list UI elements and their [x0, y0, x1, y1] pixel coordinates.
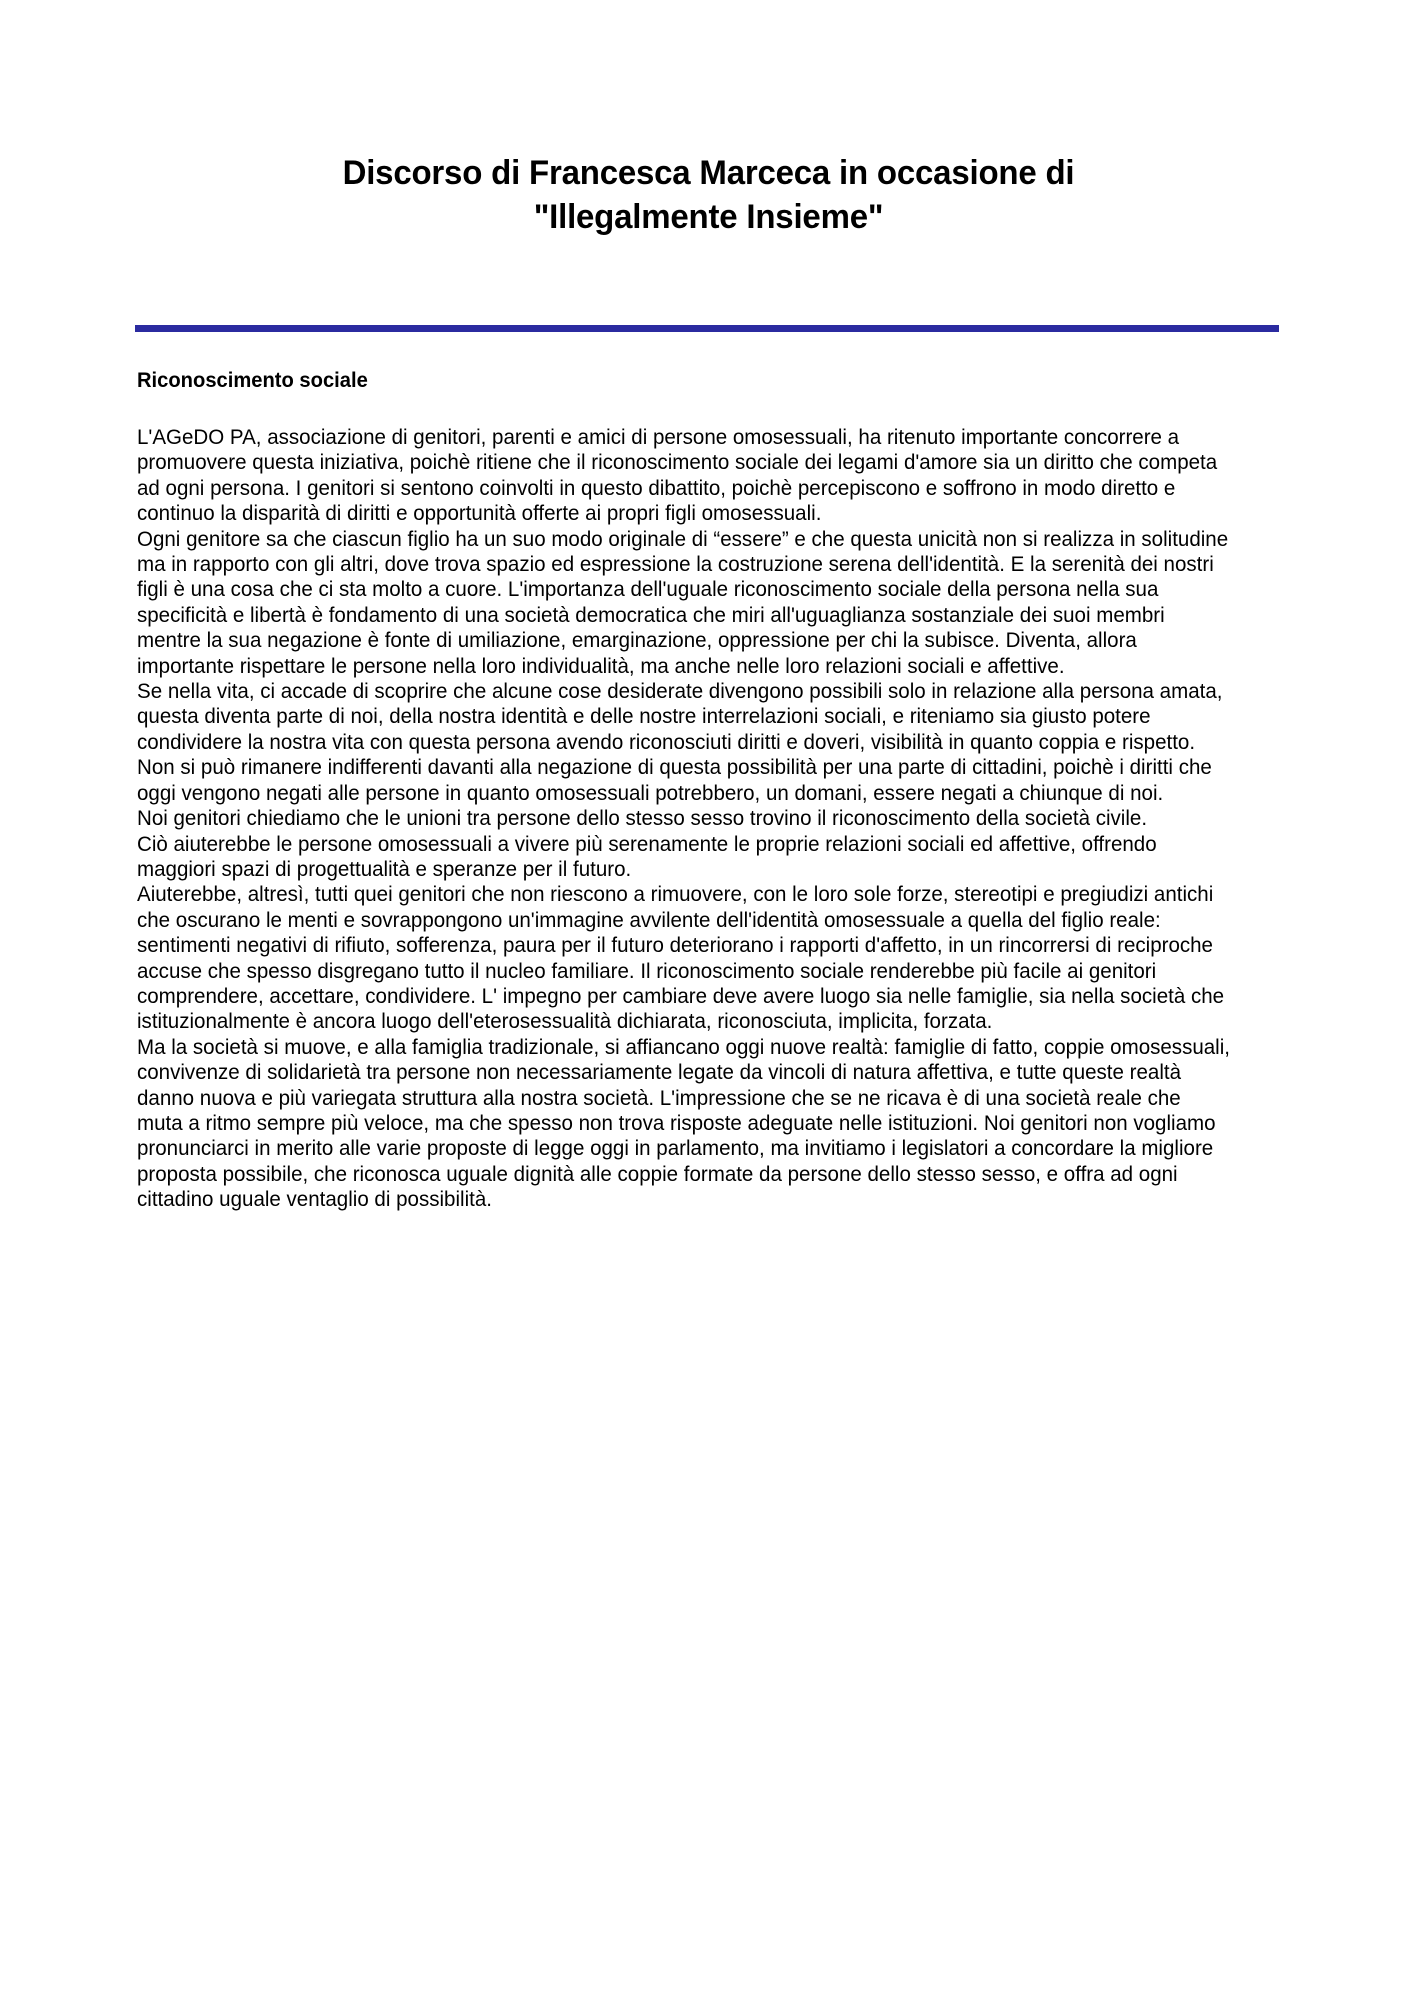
title-divider-rule: [135, 325, 1279, 332]
page-title-line-1: Discorso di Francesca Marceca in occasione di: [342, 153, 1075, 192]
document-body: [137, 368, 1283, 1213]
section-heading: Riconoscimento sociale: [137, 369, 368, 392]
paragraph: Noi genitori chiediamo che le unioni tra persone dello stesso sesso trovino il riconoscimento della società civile.: [137, 806, 1148, 831]
paragraph: Non si può rimanere indifferenti davanti alla negazione di questa possibilità per una parte di cittadini, poichè i diritti che oggi vengono negati alle persone in quanto omosessuali potrebbero, un domani, essere negati a chiunque di noi.: [137, 755, 1212, 805]
paragraph: Ciò aiuterebbe le persone omosessuali a vivere più serenamente le proprie relazioni sociali ed affettive, offrendo maggiori spazi di progettualità e speranze per il futuro.: [137, 831, 1157, 881]
paragraph: L'AGeDO PA, associazione di genitori, parenti e amici di persone omosessuali, ha ritenuto importante concorrere a promuovere questa iniziativa, poichè ritiene che il riconoscimento sociale dei legami d'amore sia un diritto che competa ad ogni persona. I genitori si sentono coinvolti in questo dibattito, poichè percepiscono e soffrono in modo diretto e continuo la disparità di diritti e opportunità offerte ai propri figli omosessuali.: [137, 425, 1218, 526]
paragraph: Ogni genitore sa che ciascun figlio ha un suo modo originale di “essere” e che questa unicità non si realizza in solitudine ma in rapporto con gli altri, dove trova spazio ed espressione la costruzione serena dell'identità. E la serenità dei nostri figli è una cosa che ci sta molto a cuore. L'importanza dell'uguale riconoscimento sociale della persona nella sua specificità e libertà è fondamento di una società democratica che miri all'uguaglianza sostanziale dei suoi membri mentre la sua negazione è fonte di umiliazione, emarginazione, oppressione per chi la subisce. Diventa, allora importante rispettare le persone nella loro individualità, ma anche nelle loro relazioni sociali e affettive.: [137, 526, 1229, 678]
body-paragraphs: [137, 425, 1283, 1213]
paragraph: Ma la società si muove, e alla famiglia tradizionale, si affiancano oggi nuove realtà: famiglie di fatto, coppie omosessuali, convivenze di solidarietà tra persone non necessariamente legate da vincoli di natura affettiva, e tutte queste realtà danno nuova e più variegata struttura alla nostra società. L'impressione che se ne ricava è di una società reale che muta a ritmo sempre più veloce, ma che spesso non trova risposte adeguate nelle istituzioni. Noi genitori non vogliamo pronunciarci in merito alle varie proposte di legge oggi in parlamento, ma invitiamo i legislatori a concordare la migliore proposta possibile, che riconosca uguale dignità alle coppie formate da persone dello stesso sesso, e offra ad ogni cittadino uguale ventaglio di possibilità.: [137, 1034, 1231, 1212]
page-title: [154, 151, 1263, 239]
paragraph: Se nella vita, ci accade di scoprire che alcune cose desiderate divengono possibili solo in relazione alla persona amata, questa diventa parte di noi, della nostra identità e delle nostre interrelazioni sociali, e riteniamo sia giusto potere condividere la nostra vita con questa persona avendo riconosciuti diritti e doveri, visibilità in quanto coppia e rispetto.: [137, 679, 1223, 754]
page-title-line-2: "Illegalmente Insieme": [533, 197, 884, 236]
paragraph: Aiuterebbe, altresì, tutti quei genitori che non riescono a rimuovere, con le loro sole forze, stereotipi e pregiudizi antichi che oscurano le menti e sovrappongono un'immagine avvilente dell'identità omosessuale a quella del figlio reale: sentimenti negativi di rifiuto, sofferenza, paura per il futuro deteriorano i rapporti d'affetto, in un rincorrersi di reciproche accuse che spesso disgregano tutto il nucleo familiare. Il riconoscimento sociale renderebbe più facile ai genitori comprendere, accettare, condividere. L' impegno per cambiare deve avere luogo sia nelle famiglie, sia nella società che istituzionalmente è ancora luogo dell'eterosessualità dichiarata, riconosciuta, implicita, forzata.: [137, 882, 1225, 1034]
